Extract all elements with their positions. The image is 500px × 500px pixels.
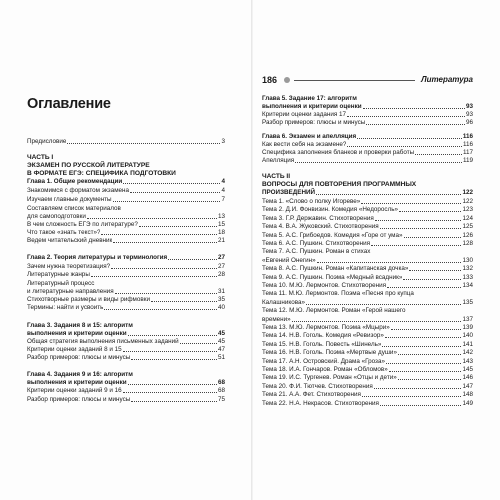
topic-entry[interactable]: Тема 2. Д.И. Фонвизин. Комедия «Недоросль» 123 [262,206,473,214]
topic-entry[interactable]: времени» 137 [262,315,473,323]
chapter-title-line: Глава 3. Задания 8 и 15: алгоритм [27,322,133,329]
chapter-title-line: Глава 4. Задания 9 и 16: алгоритм [27,371,133,378]
running-head [262,75,473,87]
topic-entry[interactable]: Тема 22. Н.А. Некрасов. Стихотворения 149 [262,399,473,407]
toc-entry[interactable]: Ведем читательский дневник 21 [27,237,225,244]
topic-entry[interactable]: Тема 16. Н.В. Гоголь. Поэма «Мертвые души» 142 [262,349,473,357]
toc-entry[interactable]: Разбор примеров: плюсы и минусы 51 [27,354,225,361]
chapter-entry[interactable]: Глава 6. Экзамен и апелляция 116 [262,133,473,140]
topic-entry[interactable]: Тема 20. Ф.И. Тютчев. Стихотворения 147 [262,382,473,390]
toc-entry-line[interactable]: Литературный процесс [27,280,95,287]
toc-entry[interactable]: В чем сложность ЕГЭ по литературе? 15 [27,221,225,228]
chapter-entry[interactable]: Глава 2. Теория литературы и терминология 27 [27,254,225,261]
toc-entry[interactable]: Как вести себя на экзамене? 116 [262,141,473,148]
toc-entry-line[interactable]: Составляем список материалов [27,205,121,212]
toc-entry[interactable]: Зачем нужна теоретизация? 27 [27,263,225,270]
toc-entry[interactable]: и литературные направления 31 [27,288,225,295]
topic-entry[interactable]: Тема 6. А.С. Пушкин. Стихотворения 128 [262,240,473,247]
topic-entry[interactable]: Тема 17. А.Н. Островский. Драма «Гроза» 143 [262,357,473,365]
topic-entry[interactable]: Тема 14. Н.В. Гоголь. Комедия «Ревизор» 140 [262,332,473,340]
topic-entry[interactable]: Тема 4. В.А. Жуковский. Стихотворения 125 [262,223,473,231]
page-fold [251,0,253,500]
topic-entry[interactable]: Тема 8. А.С. Пушкин. Роман «Капитанская дочка» 132 [262,265,473,273]
chapter-entry[interactable]: Глава 1. Общие рекомендации 4 [27,178,225,185]
toc-entry[interactable]: Апелляция 119 [262,157,473,164]
toc-entry[interactable]: Знакомимся с форматом экзамена 4 [27,187,225,194]
topic-entry[interactable]: Тема 21. А.А. Фет. Стихотворения 148 [262,391,473,399]
toc-entry[interactable]: Критерии оценки заданий 9 и 16 68 [27,387,225,394]
topic-entry[interactable]: Тема 9. А.С. Пушкин. Поэма «Медный всадник» 133 [262,273,473,281]
toc-entry[interactable]: Изучаем главные документы 7 [27,196,225,203]
toc-entry[interactable]: Разбор примеров: плюсы и минусы 75 [27,396,225,403]
topic-entry[interactable]: «Евгений Онегин» 130 [262,256,473,264]
header-rule [294,80,415,81]
toc-entry[interactable]: Литературные жанры 28 [27,271,225,278]
part-label: ЧАСТЬ II [262,173,291,180]
toc-entry[interactable]: Предисловие 3 [27,138,225,145]
chapter-title-line: Глава 5. Задание 17: алгоритм [262,95,357,102]
chapter-entry[interactable]: выполнения и критерии оценки 93 [262,103,473,110]
toc-entry[interactable]: Критерии оценки задания 17 93 [262,111,473,118]
toc-entry[interactable]: Термины: найти и усвоить 40 [27,304,225,311]
chapter-entry[interactable]: выполнения и критерии оценки 68 [27,379,225,386]
topic-entry[interactable]: Тема 19. И.С. Тургенев. Роман «Отцы и дети» 146 [262,374,473,382]
toc-entry[interactable]: Критерии оценки заданий 8 и 15 47 [27,346,225,353]
chapter-entry[interactable]: выполнения и критерии оценки 45 [27,330,225,337]
part-title-entry[interactable]: ПРОИЗВЕДЕНИЙ 122 [262,189,473,196]
topic-entry[interactable]: Тема 15. Н.В. Гоголь. Повесть «Шинель» 141 [262,340,473,348]
page-number: 186 [262,75,278,85]
toc-entry[interactable]: Стихотворные размеры и виды рифмовки 35 [27,296,225,303]
topic-entry[interactable]: Тема 1. «Слово о полку Игореве» 122 [262,198,473,205]
part-title: ВОПРОСЫ ДЛЯ ПОВТОРЕНИЯ ПРОГРАММНЫХ [262,181,417,188]
topic-entry[interactable]: Тема 5. А.С. Грибоедов. Комедия «Горе от ума» 126 [262,231,473,239]
topic-entry-line[interactable]: Тема 12. М.Ю. Лермонтов. Роман «Герой нашего [262,307,406,315]
bullet-icon [284,77,290,83]
part-title: ЭКЗАМЕН ПО РУССКОЙ ЛИТЕРАТУРЕ [27,162,150,169]
topic-entry-line[interactable]: Тема 11. М.Ю. Лермонтов. Поэма «Песня про купца [262,290,414,298]
topic-entry[interactable]: Калашникова» 135 [262,298,473,306]
topic-entry-line[interactable]: Тема 7. А.С. Пушкин. Роман в стихах [262,248,371,256]
topic-entry[interactable]: Тема 18. И.А. Гончаров. Роман «Обломов» 145 [262,366,473,373]
toc-entry[interactable]: Разбор примеров: плюсы и минусы 96 [262,119,473,126]
toc-entry[interactable]: Что такое «знать текст»? 18 [27,229,225,236]
topic-entry[interactable]: Тема 10. М.Ю. Лермонтов. Стихотворения 134 [262,282,473,289]
toc-entry[interactable]: Специфика заполнения бланков и проверки работы 117 [262,149,473,156]
part-label: ЧАСТЬ I [27,154,54,161]
part-title: В ФОРМАТЕ ЕГЭ: СПЕЦИФИКА ПОДГОТОВКИ [27,170,176,177]
toc-entry[interactable]: Общая стратегия выполнения письменных заданий 45 [27,338,225,345]
toc-title: Оглавление [27,96,111,112]
section-name: Литература [421,75,473,84]
topic-entry[interactable]: Тема 13. М.Ю. Лермонтов. Поэма «Мцыри» 139 [262,324,473,331]
topic-entry[interactable]: Тема 3. Г.Р. Державин. Стихотворения 124 [262,214,473,222]
toc-entry[interactable]: для самоподготовки 13 [27,213,225,220]
